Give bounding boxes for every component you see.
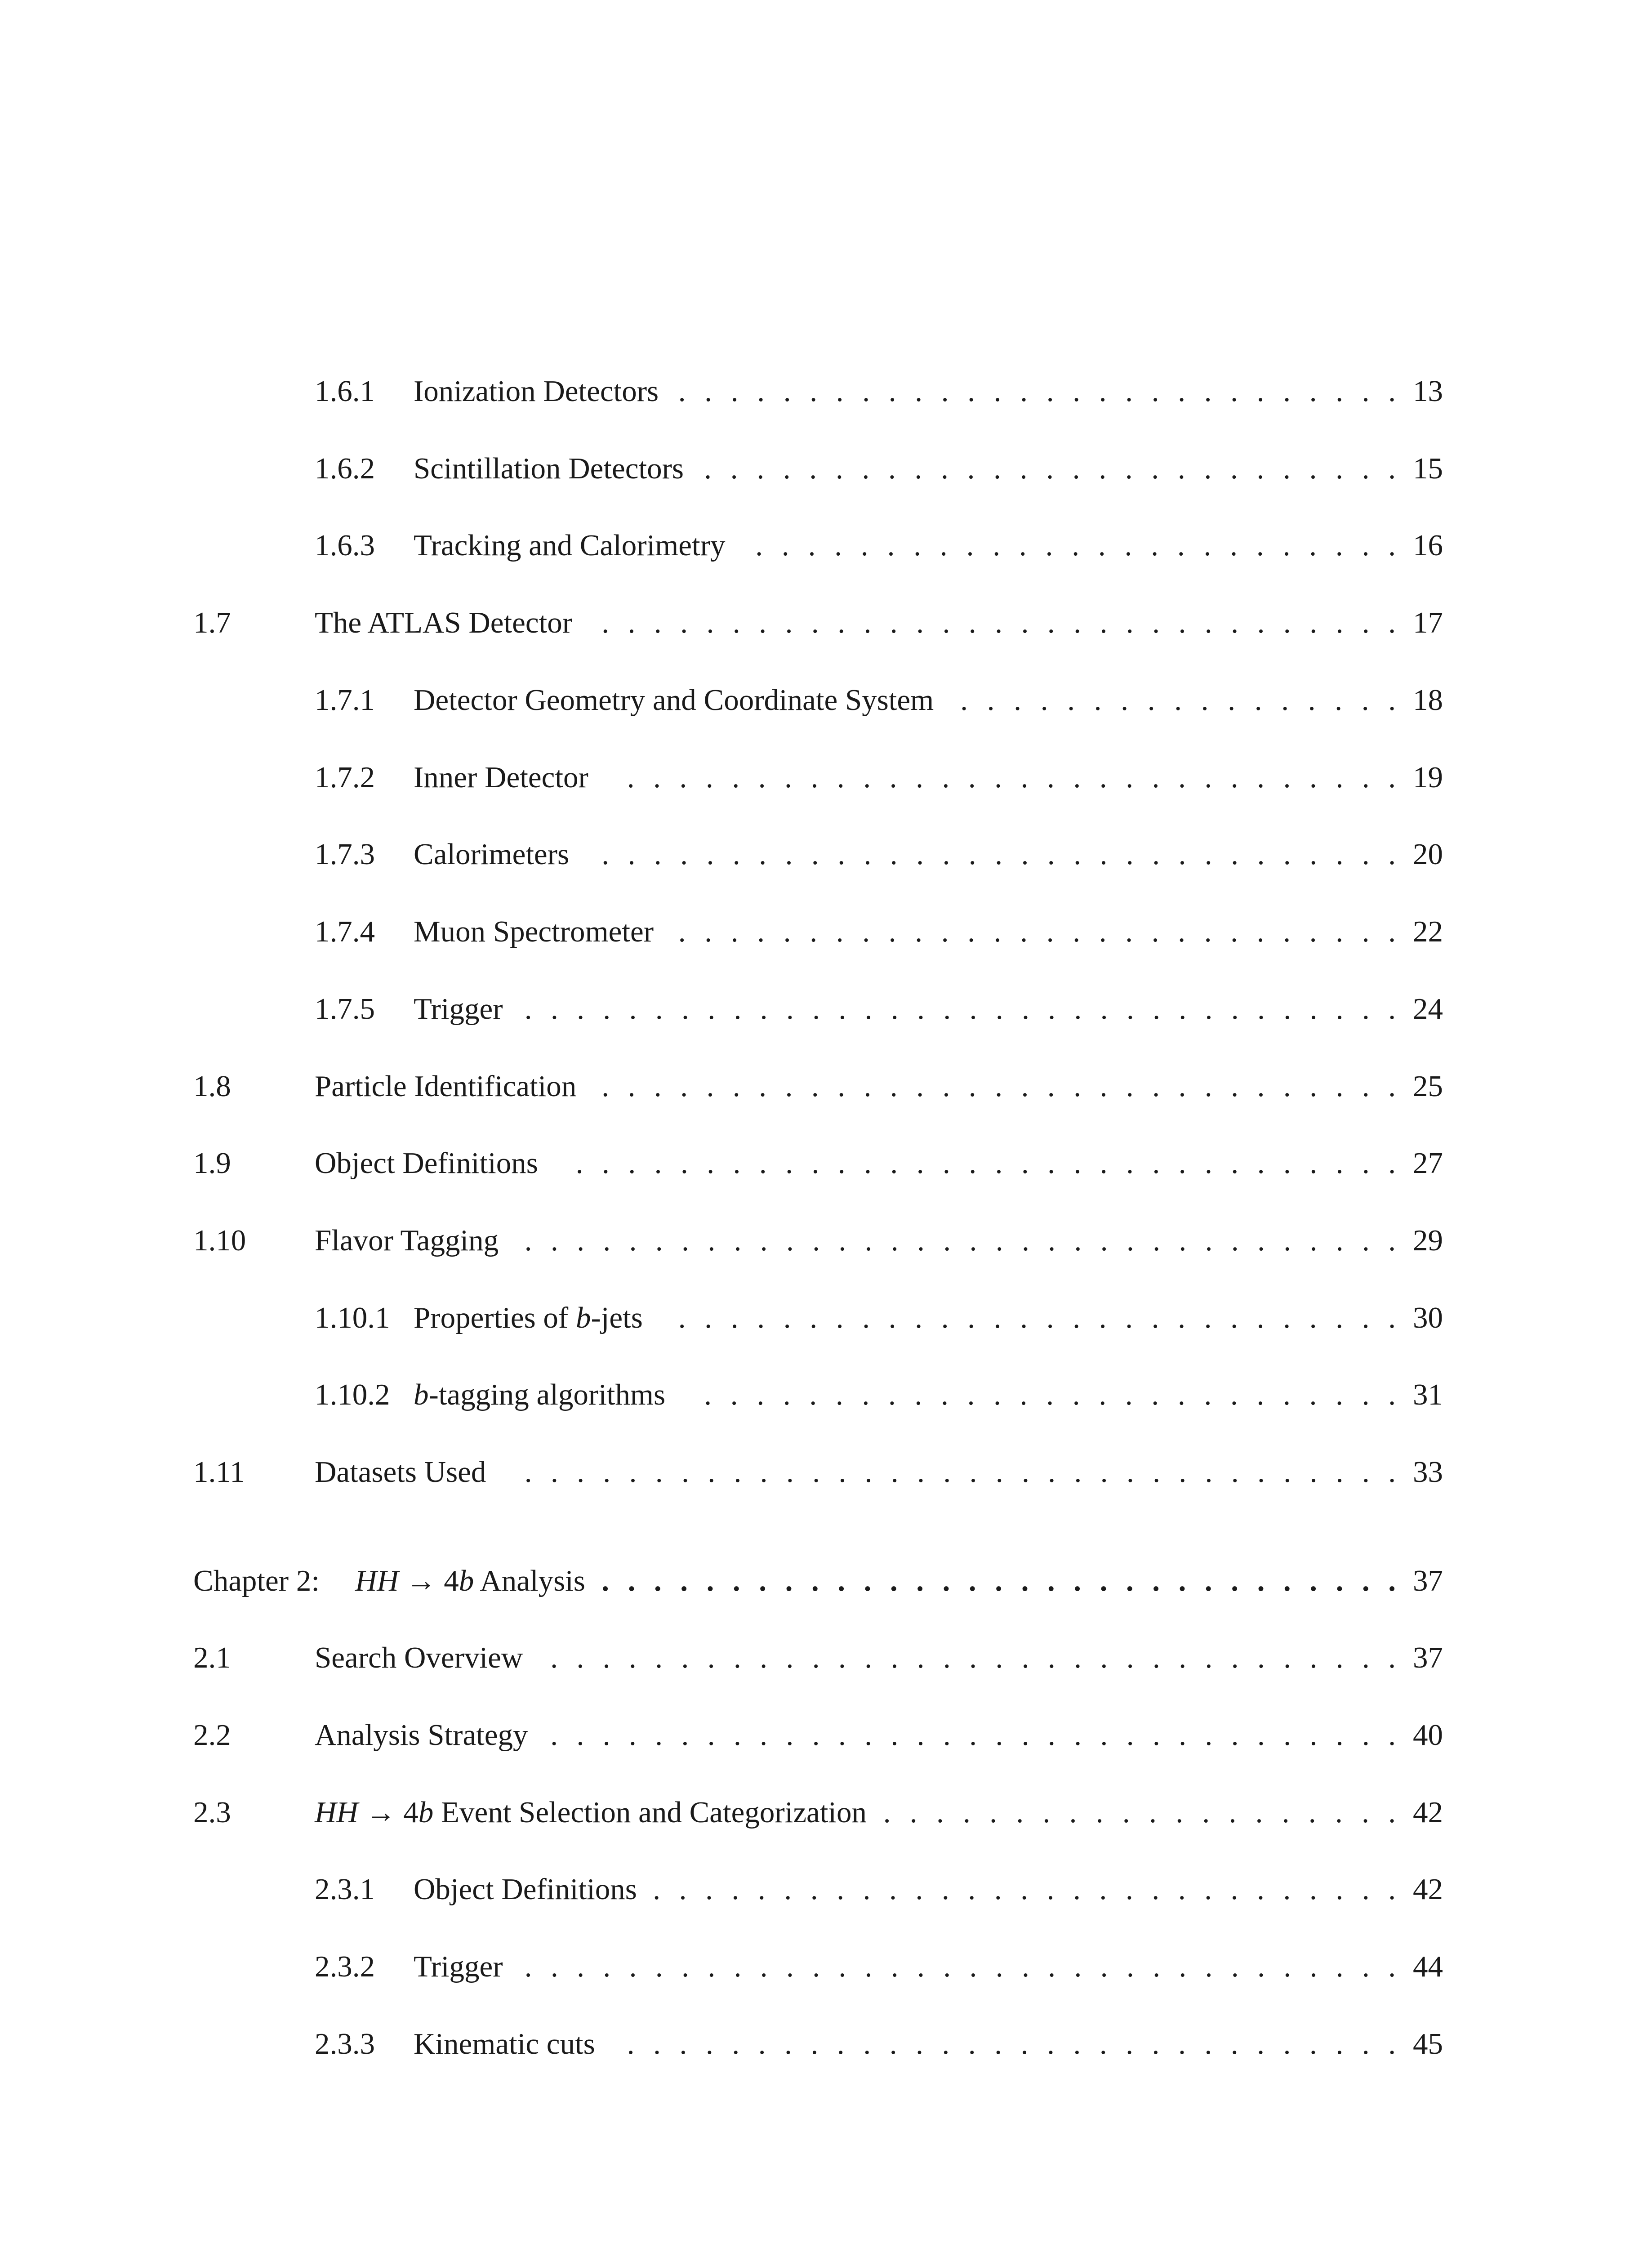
chapter-title: HH → 4b Analysis <box>355 1564 585 1597</box>
page-number: 31 <box>1413 1378 1443 1411</box>
toc-entry[interactable] <box>0 750 1652 804</box>
toc-entry[interactable] <box>0 442 1652 495</box>
section-title: Analysis Strategy <box>315 1718 528 1752</box>
page-number: 37 <box>1413 1641 1443 1674</box>
section-number: 2.2 <box>193 1718 231 1752</box>
page-number: 25 <box>1413 1070 1443 1103</box>
toc-entry[interactable] <box>0 1213 1652 1267</box>
toc-entry[interactable] <box>0 1940 1652 1994</box>
section-title: Inner Detector <box>414 761 588 794</box>
section-number: 2.3.3 <box>315 2027 375 2061</box>
page-number: 27 <box>1413 1146 1443 1180</box>
section-title: Detector Geometry and Coordinate System <box>414 683 934 717</box>
dot-leader: . . . . . . . . . . . . . . . . . . . . . . . . . . . . . . . . . <box>550 1641 1396 1674</box>
page-number: 45 <box>1413 2027 1443 2061</box>
section-title: Datasets Used <box>315 1455 486 1489</box>
section-title: Tracking and Calorimetry <box>414 529 726 562</box>
toc-entry[interactable] <box>0 1631 1652 1685</box>
page-number: 24 <box>1413 992 1443 1026</box>
dot-leader: . . . . . . . . . . . . . . . . . . . . . . . . . . . <box>704 452 1396 485</box>
dot-leader: . . . . . . . . . . . . . . . . . . . . . . . . . . . . . . . <box>601 606 1396 639</box>
toc-entry[interactable] <box>0 982 1652 1036</box>
chapter-number: Chapter 2: <box>193 1564 320 1597</box>
dot-leader: . . . . . . . . . . . . . . . . . . . . . . . . . . . . . . . . . <box>550 1718 1396 1752</box>
section-title: b-tagging algorithms <box>414 1378 666 1411</box>
section-number: 1.7 <box>193 606 231 639</box>
section-title: Trigger <box>414 1950 503 1983</box>
section-title: Scintillation Detectors <box>414 452 684 485</box>
section-title: Flavor Tagging <box>315 1224 499 1257</box>
dot-leader: . . . . . . . . . . . . . . . . . . . . . . . . . <box>755 529 1396 562</box>
toc-entry[interactable] <box>0 518 1652 572</box>
section-number: 1.9 <box>193 1146 231 1180</box>
section-number: 1.8 <box>193 1070 231 1103</box>
page-number: 16 <box>1413 529 1443 562</box>
page-number: 44 <box>1413 1950 1443 1983</box>
page-number: 19 <box>1413 761 1443 794</box>
dot-leader: . . . . . . . . . . . . . . . . . . . . . . . . . . . . . . . <box>601 838 1396 871</box>
section-number: 2.3 <box>193 1796 231 1829</box>
section-number: 2.3.1 <box>315 1873 375 1906</box>
dot-leader: . . . . . . . . . . . . . . . . . . . . . . . . . . . . . . . <box>601 1564 1396 1597</box>
dot-leader: . . . . . . . . . . . . . . . . . . . . . . . . . . . . . . . . . . <box>524 992 1396 1026</box>
toc-entry[interactable] <box>0 1291 1652 1345</box>
toc-entry[interactable] <box>0 1136 1652 1190</box>
page-number: 29 <box>1413 1224 1443 1257</box>
toc-entry[interactable] <box>0 2017 1652 2071</box>
section-title: The ATLAS Detector <box>315 606 573 639</box>
page-number: 37 <box>1413 1564 1443 1597</box>
toc-entry[interactable] <box>0 905 1652 959</box>
section-number: 1.7.3 <box>315 838 375 871</box>
dot-leader: . . . . . . . . . . . . . . . . . . . . . . . . . . . <box>704 1378 1396 1411</box>
dot-leader: . . . . . . . . . . . . . . . . . . . . . . . . . . . . . . . . . . <box>524 1455 1396 1489</box>
toc-chapter-entry[interactable] <box>0 1554 1652 1608</box>
section-number: 2.1 <box>193 1641 231 1674</box>
section-number: 2.3.2 <box>315 1950 375 1983</box>
page-number: 40 <box>1413 1718 1443 1752</box>
page-number: 20 <box>1413 838 1443 871</box>
toc-entry[interactable] <box>0 1445 1652 1499</box>
page-number: 22 <box>1413 915 1443 948</box>
toc-entry[interactable] <box>0 1059 1652 1113</box>
section-title: Particle Identification <box>315 1070 577 1103</box>
section-title: Muon Spectrometer <box>414 915 654 948</box>
section-title: Calorimeters <box>414 838 570 871</box>
dot-leader: . . . . . . . . . . . . . . . . . . . . <box>883 1796 1396 1829</box>
page-number: 18 <box>1413 683 1443 717</box>
section-number: 1.6.2 <box>315 452 375 485</box>
toc-entry[interactable] <box>0 827 1652 881</box>
section-number: 1.10.1 <box>315 1301 390 1334</box>
page-number: 42 <box>1413 1796 1443 1829</box>
section-title: HH → 4b Event Selection and Categorization <box>315 1796 867 1829</box>
section-number: 1.7.1 <box>315 683 375 717</box>
section-title: Trigger <box>414 992 503 1026</box>
toc-entry[interactable] <box>0 596 1652 650</box>
page-number: 13 <box>1413 375 1443 408</box>
page-number: 15 <box>1413 452 1443 485</box>
dot-leader: . . . . . . . . . . . . . . . . . . . . . . . . . . . . <box>678 915 1396 948</box>
dot-leader: . . . . . . . . . . . . . . . . . . . . . . . . . . . . <box>678 375 1396 408</box>
dot-leader: . . . . . . . . . . . . . . . . . . . . . . . . . . . . . . . <box>601 1070 1396 1103</box>
section-number: 1.7.2 <box>315 761 375 794</box>
dot-leader: . . . . . . . . . . . . . . . . . . . . . . . . . . . . <box>678 1301 1396 1334</box>
section-number: 1.7.5 <box>315 992 375 1026</box>
section-title: Object Definitions <box>414 1873 637 1906</box>
page-number: 30 <box>1413 1301 1443 1334</box>
dot-leader: . . . . . . . . . . . . . . . . . . . . . . . . . . . . . . <box>627 761 1396 794</box>
toc-entry[interactable] <box>0 1785 1652 1839</box>
section-title: Ionization Detectors <box>414 375 659 408</box>
dot-leader: . . . . . . . . . . . . . . . . . . . . . . . . . . . . . <box>653 1873 1396 1906</box>
section-number: 1.6.3 <box>315 529 375 562</box>
section-number: 1.7.4 <box>315 915 375 948</box>
page-number: 33 <box>1413 1455 1443 1489</box>
section-title: Properties of b-jets <box>414 1301 643 1334</box>
toc-entry[interactable] <box>0 364 1652 418</box>
toc-entry[interactable] <box>0 1708 1652 1762</box>
section-title: Object Definitions <box>315 1146 538 1180</box>
toc-entry[interactable] <box>0 673 1652 727</box>
section-title: Kinematic cuts <box>414 2027 595 2061</box>
toc-entry[interactable] <box>0 1368 1652 1422</box>
dot-leader: . . . . . . . . . . . . . . . . . . . . . . . . . . . . . . . . <box>575 1146 1396 1180</box>
dot-leader: . . . . . . . . . . . . . . . . . . . . . . . . . . . . . . <box>627 2027 1396 2061</box>
toc-entry[interactable] <box>0 1862 1652 1916</box>
dot-leader: . . . . . . . . . . . . . . . . . . . . . . . . . . . . . . . . . . <box>524 1950 1396 1983</box>
section-number: 1.6.1 <box>315 375 375 408</box>
page-number: 42 <box>1413 1873 1443 1906</box>
section-number: 1.10.2 <box>315 1378 390 1411</box>
section-title: Search Overview <box>315 1641 523 1674</box>
section-number: 1.11 <box>193 1455 245 1489</box>
section-number: 1.10 <box>193 1224 246 1257</box>
page-number: 17 <box>1413 606 1443 639</box>
dot-leader: . . . . . . . . . . . . . . . . . . . . . . . . . . . . . . . . . . <box>524 1224 1396 1257</box>
dot-leader: . . . . . . . . . . . . . . . . . <box>960 683 1396 717</box>
